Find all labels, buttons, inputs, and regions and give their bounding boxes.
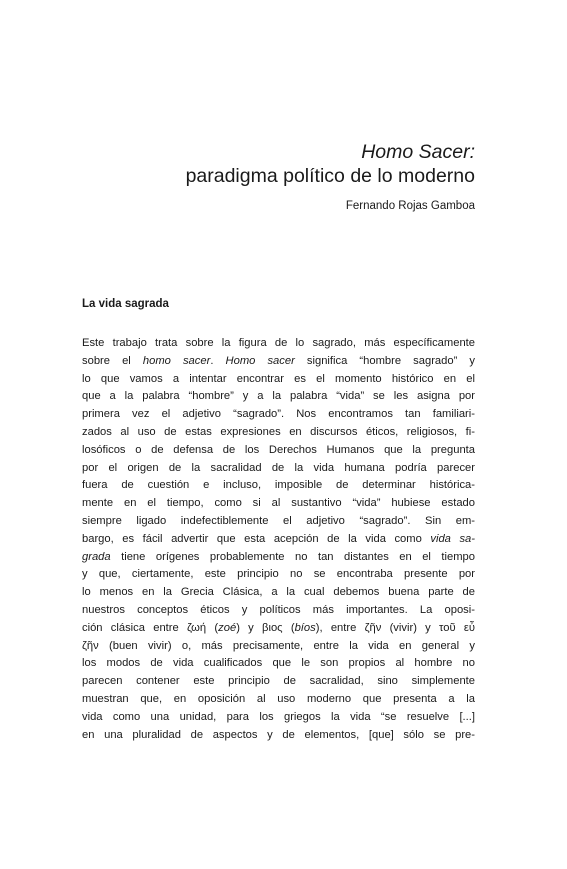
- text-line: por el origen de la sacralidad de la vida humana podría parecer: [82, 461, 475, 474]
- body-paragraph: [82, 335, 475, 744]
- text-line: primera vez el adjetivo “sagrado”. Nos encontramos tan familiari-: [82, 408, 475, 421]
- text-line: fuera de cuestión e incluso, imposible de determinar histórica-: [82, 479, 475, 492]
- text-line: que a la palabra “hombre” y a la palabra “vida” se les asigna por: [82, 390, 475, 403]
- text-line: en una pluralidad de aspectos y de elementos, [que] sólo se pre-: [82, 728, 475, 741]
- article-title: [186, 140, 475, 189]
- text-line: grada tiene orígenes probablemente no tan distantes en el tiempo: [82, 550, 475, 563]
- text-line: losóficos o de defensa de los Derechos Humanos que la pregunta: [82, 443, 475, 456]
- text-line: lo menos en la Grecia Clásica, a la cual debemos buena parte de: [82, 586, 475, 599]
- title-line-1: Homo Sacer:: [361, 141, 475, 163]
- text-line: sobre el homo sacer. Homo sacer significa “hombre sagrado” y: [82, 354, 475, 367]
- text-line: nuestros conceptos éticos y políticos más importantes. La oposi-: [82, 603, 475, 616]
- text-line: y que, ciertamente, este principio no se encontraba presente por: [82, 568, 475, 581]
- text-line: ción clásica entre ζωή (zoé) y βιος (bíos), entre ζῆν (vivir) y τοῦ εὖ: [82, 621, 476, 634]
- text-line: ζῆν (buen vivir) o, más precisamente, entre la vida en general y: [82, 639, 475, 652]
- title-line-2: paradigma político de lo moderno: [185, 165, 475, 187]
- text-line: bargo, es fácil advertir que esta acepción de la vida como vida sa-: [82, 532, 475, 545]
- text-line: zados al uso de estas expresiones en discursos éticos, religiosos, fi-: [82, 425, 475, 438]
- text-line: vida como una unidad, para los griegos la vida “se resuelve [...]: [82, 710, 475, 723]
- text-line: lo que vamos a intentar encontrar es el momento histórico en el: [82, 372, 475, 385]
- text-line: Este trabajo trata sobre la figura de lo sagrado, más específicamente: [82, 337, 475, 349]
- text-line: muestran que, en oposición al uso moderno que presenta a la: [82, 692, 475, 705]
- text-line: mente en el tiempo, como si al sustantivo “vida” hubiese estado: [82, 497, 475, 510]
- section-heading: La vida sagrada: [82, 298, 169, 310]
- text-line: siempre ligado indefectiblemente el adjetivo “sagrado”. Sin em-: [82, 514, 475, 527]
- text-line: parecen contener este principio de sacralidad, sino simplemente: [82, 675, 475, 688]
- text-line: los modos de vida cualificados que le son propios al hombre no: [82, 657, 475, 670]
- author-name: Fernando Rojas Gamboa: [345, 200, 475, 212]
